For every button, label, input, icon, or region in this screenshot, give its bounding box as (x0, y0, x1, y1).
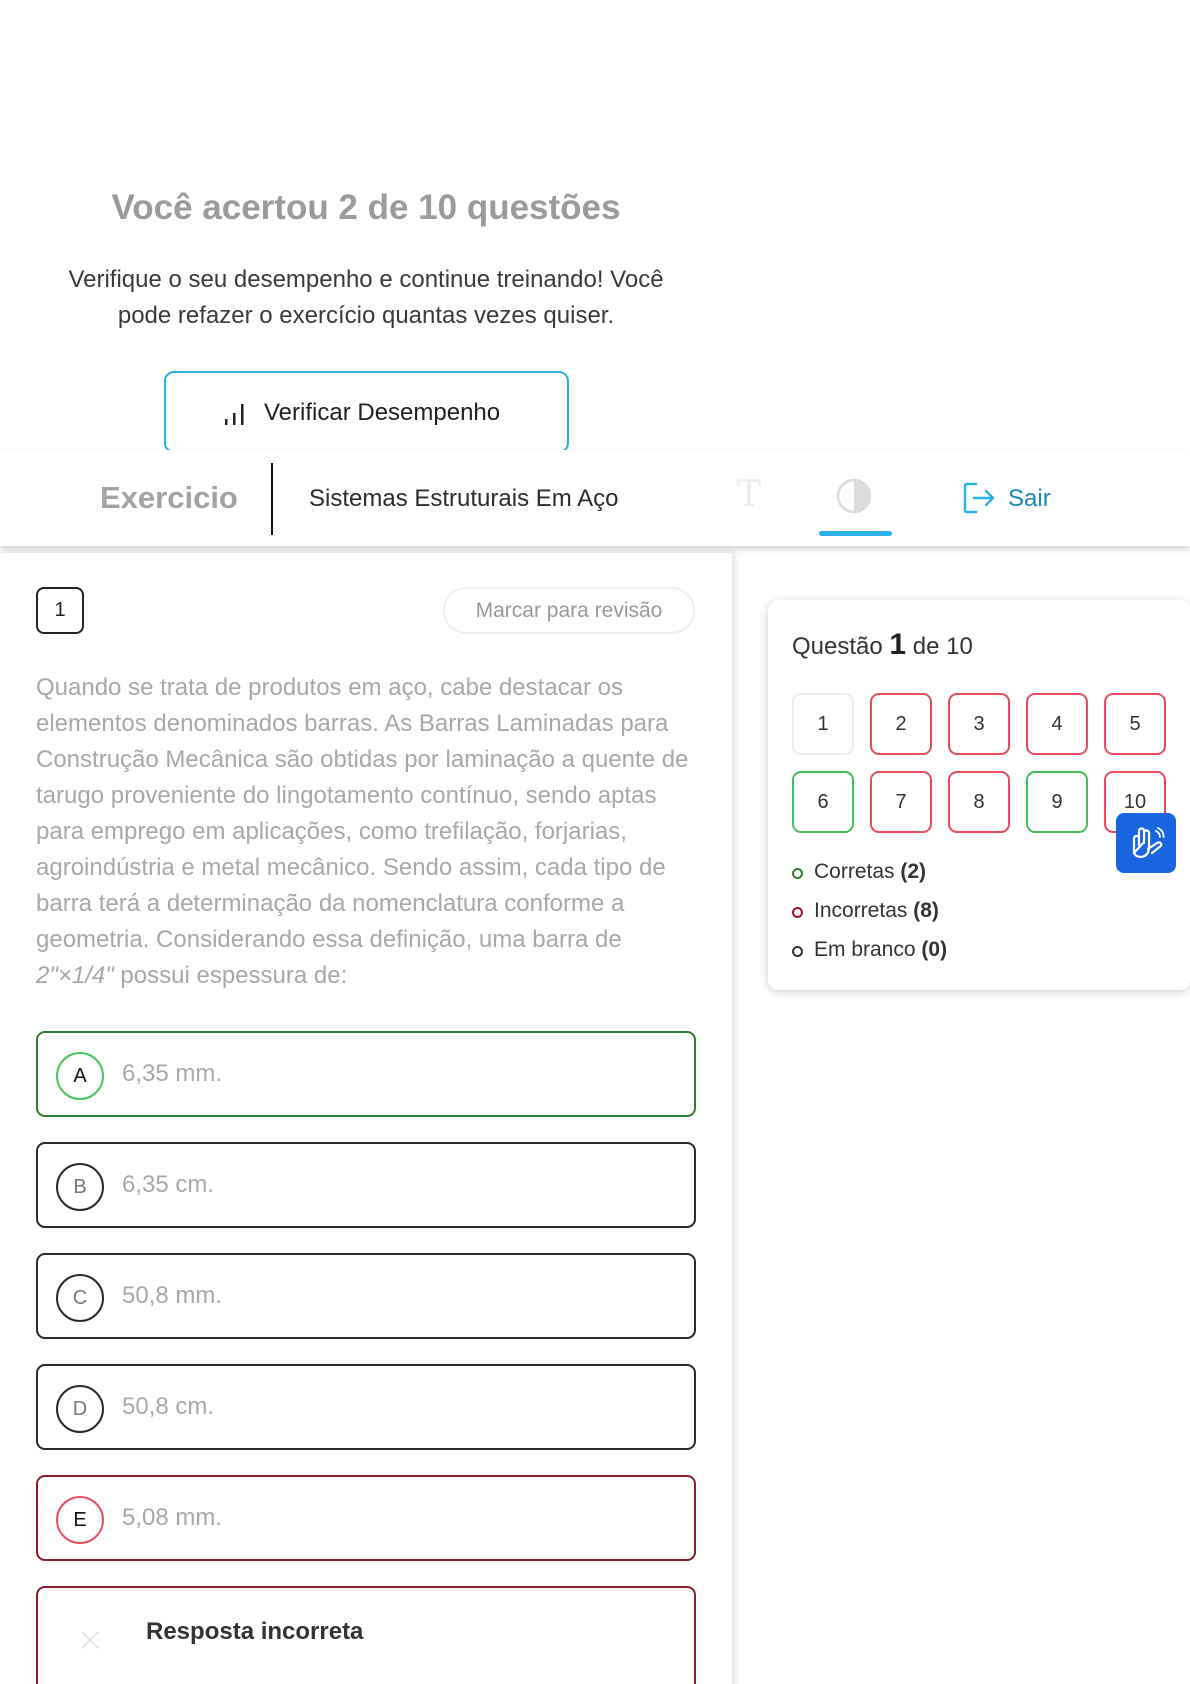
option-letter: E (56, 1496, 104, 1544)
nav-question-7[interactable]: 7 (870, 771, 932, 833)
result-title: Você acertou 2 de 10 questões (111, 188, 621, 227)
result-description: Verifique o seu desempenho e continue treinando! Você pode refazer o exercício quantas vezes quiser. (68, 266, 664, 329)
contrast-active-indicator (819, 531, 892, 536)
bar-chart-icon (222, 401, 248, 430)
option-text: 5,08 mm. (122, 1504, 223, 1531)
nav-question-3[interactable]: 3 (948, 693, 1010, 755)
subject-name: Sistemas Estruturais Em Aço (309, 485, 619, 512)
option-letter: B (56, 1163, 104, 1211)
question-panel (0, 553, 732, 1684)
option-a[interactable] (36, 1031, 696, 1117)
nav-question-8[interactable]: 8 (948, 771, 1010, 833)
nav-question-5[interactable]: 5 (1104, 693, 1166, 755)
nav-question-9[interactable]: 9 (1026, 771, 1088, 833)
mark-for-review-button[interactable]: Marcar para revisão (443, 587, 695, 634)
current-question-number: 1 (889, 628, 907, 661)
nav-question-2[interactable]: 2 (870, 693, 932, 755)
sign-language-icon (1126, 823, 1166, 863)
exercise-title: Exercicio (100, 480, 238, 515)
option-letter: D (56, 1385, 104, 1433)
option-text: 6,35 cm. (122, 1171, 215, 1198)
option-d[interactable] (36, 1364, 696, 1450)
option-letter: C (56, 1274, 104, 1322)
incorrect-dot-icon (792, 907, 803, 918)
nav-question-6[interactable]: 6 (792, 771, 854, 833)
nav-question-10[interactable]: 10 (1104, 771, 1166, 833)
option-e[interactable] (36, 1475, 696, 1561)
nav-question-4[interactable]: 4 (1026, 693, 1088, 755)
feedback-box (36, 1586, 696, 1684)
option-text: 50,8 cm. (122, 1393, 215, 1420)
question-number: 1 (36, 587, 84, 634)
sign-language-button[interactable] (1116, 813, 1176, 873)
contrast-icon[interactable] (836, 478, 872, 519)
option-text: 6,35 mm. (122, 1060, 223, 1087)
verify-performance-label: Verificar Desempenho (264, 399, 501, 426)
close-icon (80, 1630, 100, 1655)
font-size-toggle[interactable]: T (737, 474, 762, 515)
question-formula: 2"×1/4" (36, 962, 114, 989)
option-c[interactable] (36, 1253, 696, 1339)
result-summary (0, 0, 732, 450)
navigator-heading: Questão 1 de 10 (792, 628, 973, 661)
topbar-divider (271, 463, 273, 535)
option-text: 50,8 mm. (122, 1282, 223, 1309)
verify-performance-button[interactable] (164, 371, 569, 453)
blank-dot-icon (792, 946, 803, 957)
option-b[interactable] (36, 1142, 696, 1228)
logout-icon (962, 481, 996, 515)
question-text: Quando se trata de produtos em aço, cabe destacar os elementos denominados barras. As Barras Laminadas para Construção Mecânica são obtidas por laminação a quente de tarugo proveniente do lingotamento contínuo, sendo aptas para emprego em aplicações, como trefilação, forjarias, agroindústria e metal mecânico. Sendo assim, cada tipo de barra terá a determinação da nomenclatura conforme a geometria. Considerando essa definição, uma barra de 2"×1/4" possui espessura de: (36, 674, 689, 989)
feedback-title: Resposta incorreta (146, 1618, 364, 1645)
exercise-topbar (0, 450, 1190, 546)
correct-dot-icon (792, 868, 803, 879)
question-navigator: Questão 1 de 10 1 2 3 4 5 6 7 8 9 10 Corretas (2) Incorretas (8) Em branco (0) (768, 600, 1190, 990)
nav-question-1[interactable]: 1 (792, 693, 854, 755)
exit-label: Sair (1008, 485, 1051, 512)
option-letter: A (56, 1052, 104, 1100)
